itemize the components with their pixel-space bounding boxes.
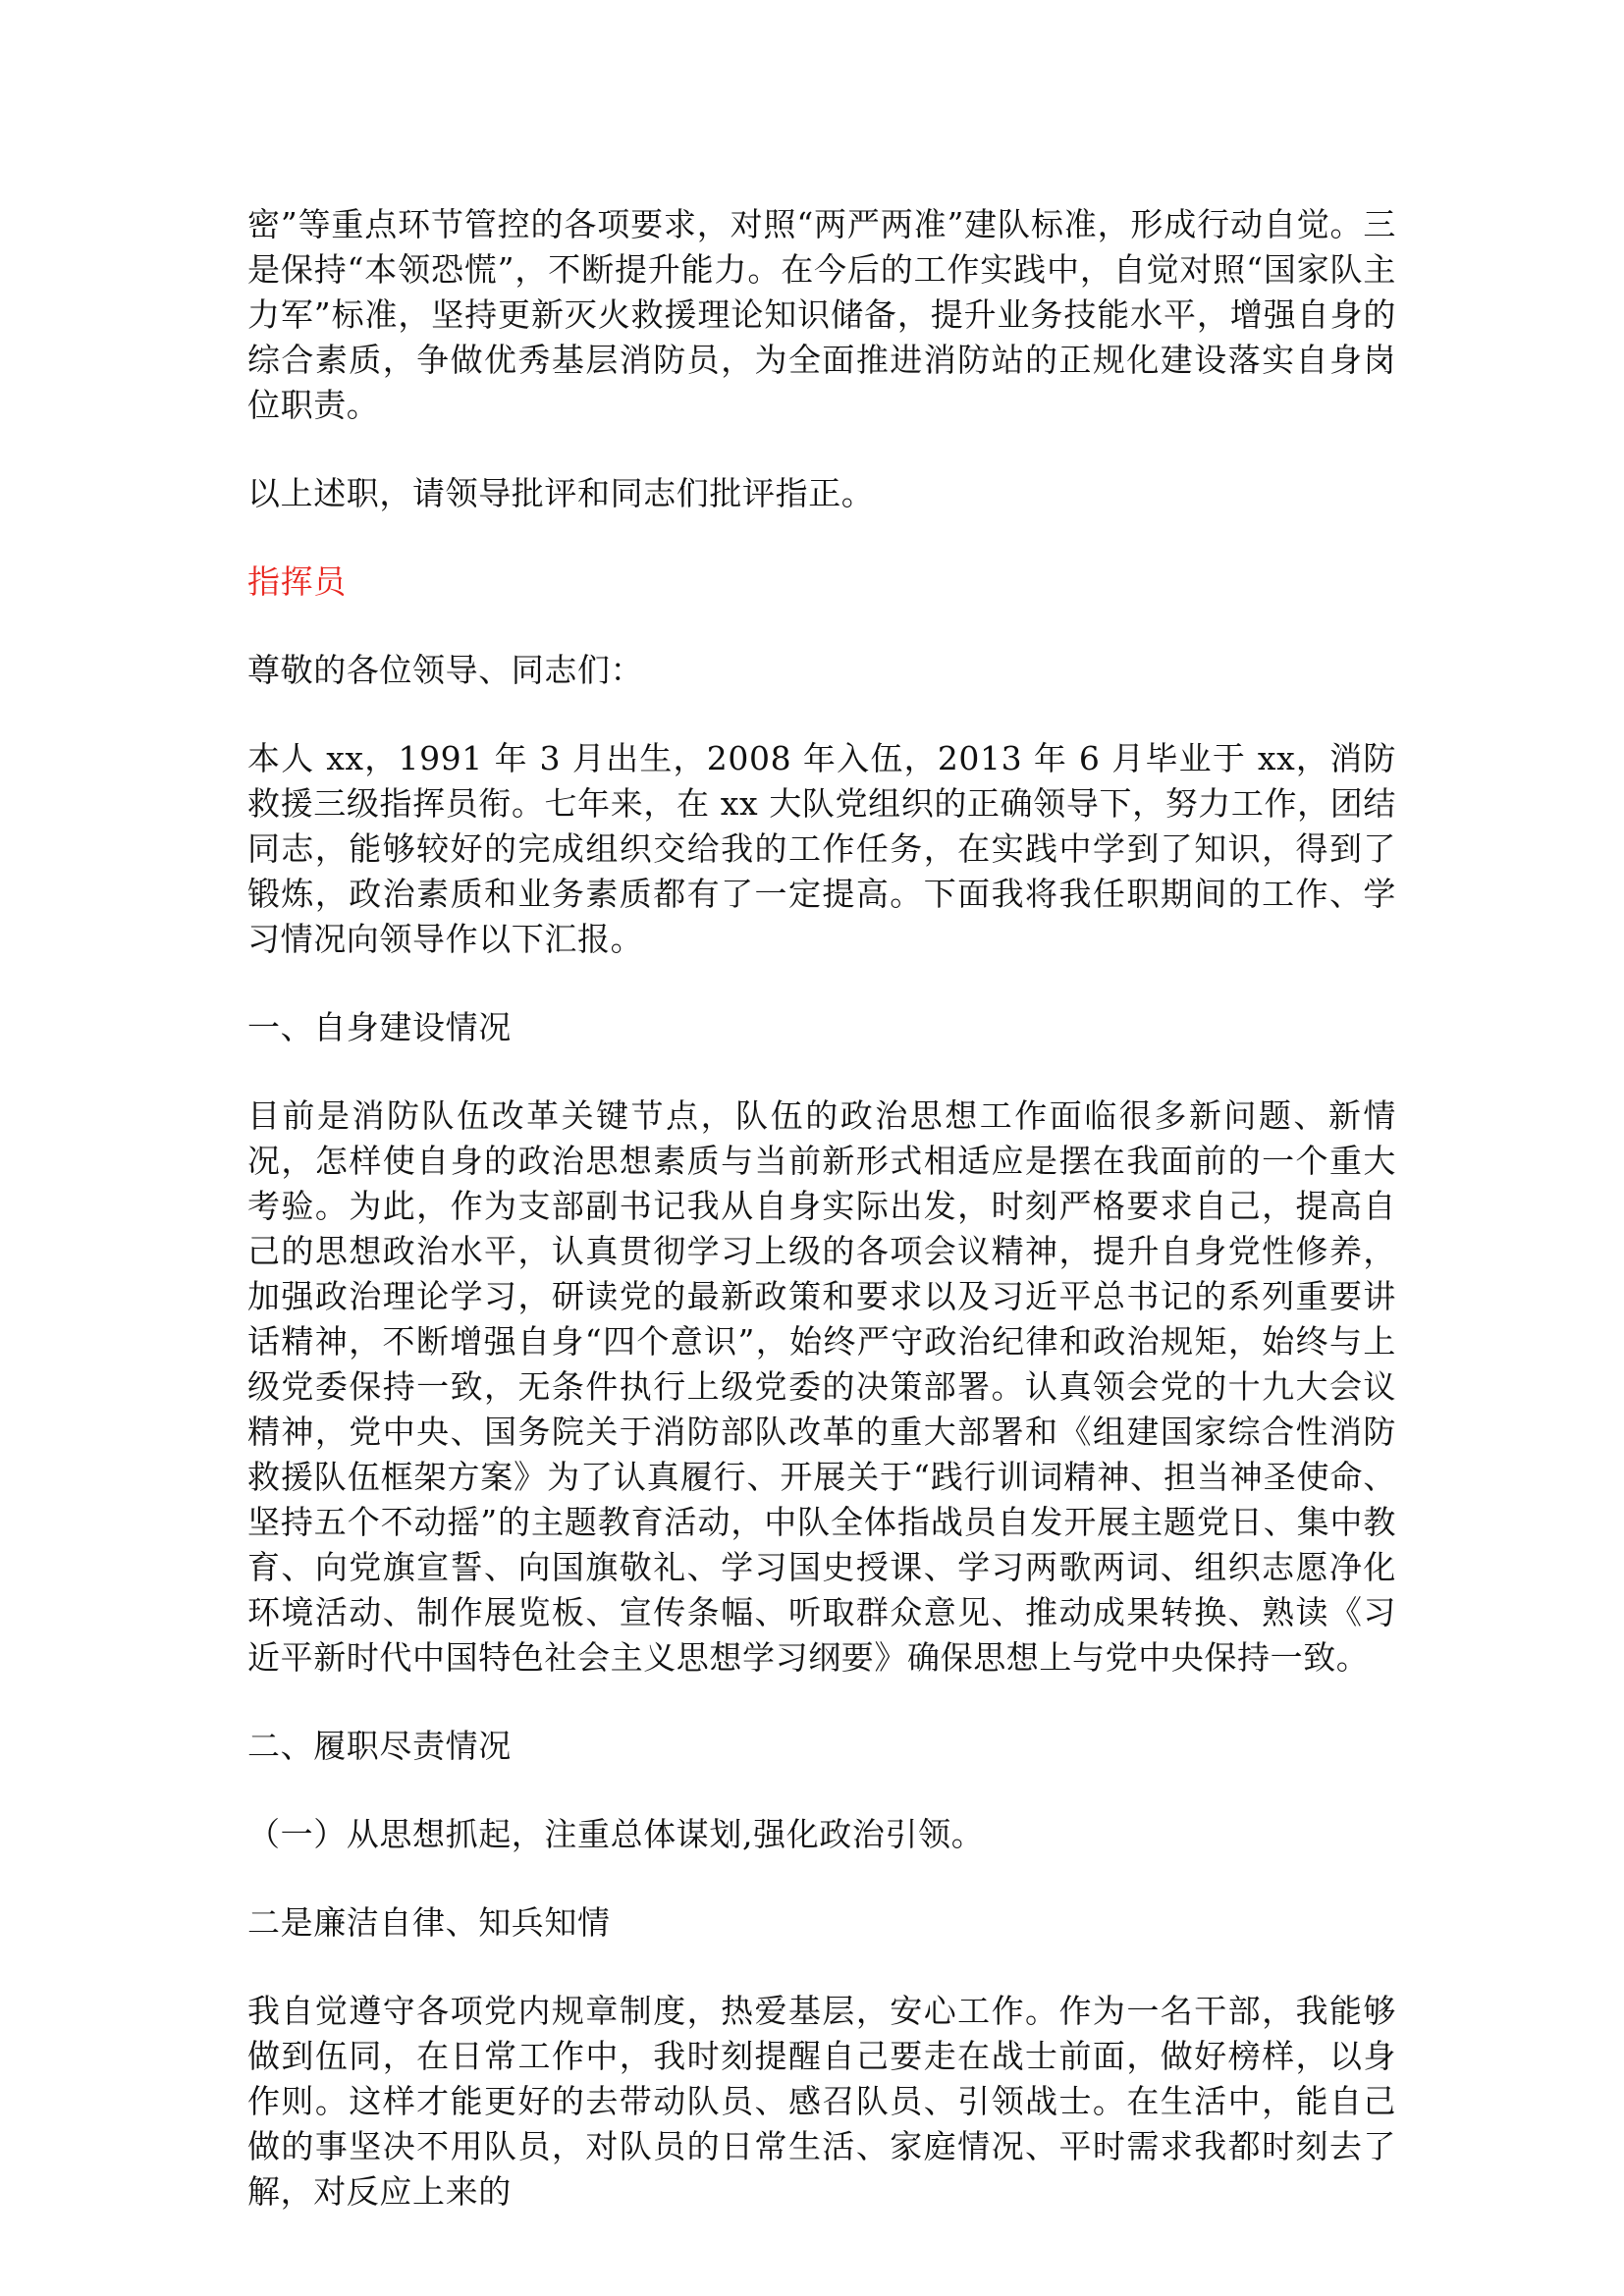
paragraph-closing-remark: 以上述职，请领导批评和同志们批评指正。 [247,474,875,512]
subheading-self-development: 一、自身建设情况 [247,1008,512,1046]
subheading-duty-performance: 二、履职尽责情况 [247,1727,512,1765]
paragraph-integrity: 我自觉遵守各项党内规章制度，热爱基层，安心工作。作为一名干部，我能够做到伍同，在日常工作中，我时刻提醒自己要走在战士前面，做好榜样，以身作则。这样才能更好的去带动队员、感召队员、引领战士。在生活中，能自己做的事坚决不用队员，对队员的日常生活、家庭情况、平时需求我都时刻去了解，对反应上来的 [247,1992,1396,2211]
section-heading-commander: 指挥员 [247,562,347,601]
subheading-ideological-guidance: （一）从思想抓起，注重总体谋划,强化政治引领。 [247,1815,985,1853]
paragraph-self-introduction: 本人 xx，1991 年 3 月出生，2008 年入伍，2013 年 6 月毕业于 xx，消防救援三级指挥员衔。七年来，在 xx 大队党组织的正确领导下，努力工作，团结同志，能够较好的完成组织交给我的工作任务，在实践中学到了知识，得到了锻炼，政治素质和业务素质都有了一定提高。下面我将我任职期间的工作、学习情况向领导作以下汇报。 [247,739,1396,958]
paragraph-salutation: 尊敬的各位领导、同志们： [247,651,644,689]
paragraph-self-development: 目前是消防队伍改革关键节点，队伍的政治思想工作面临很多新问题、新情况，怎样使自身的政治思想素质与当前新形式相适应是摆在我面前的一个重大考验。为此，作为支部副书记我从自身实际出发，时刻严格要求自己，提高自己的思想政治水平，认真贯彻学习上级的各项会议精神，提升自身党性修养，加强政治理论学习，研读党的最新政策和要求以及习近平总书记的系列重要讲话精神，不断增强自身“四个意识”，始终严守政治纪律和政治规矩，始终与上级党委保持一致，无条件执行上级党委的决策部署。认真领会党的十九大会议精神，党中央、国务院关于消防部队改革的重大部署和《组建国家综合性消防救援队伍框架方案》为了认真履行、开展关于“践行训词精神、担当神圣使命、坚持五个不动摇”的主题教育活动，中队全体指战员自发开展主题党日、集中教育、向党旗宣誓、向国旗敬礼、学习国史授课、学习两歌两词、组织志愿净化环境活动、制作展览板、宣传条幅、听取群众意见、推动成果转换、熟读《习近平新时代中国特色社会主义思想学习纲要》确保思想上与党中央保持一致。 [247,1096,1396,1677]
subheading-integrity: 二是廉洁自律、知兵知情 [247,1903,611,1942]
paragraph-responsibilities-continued: 密”等重点环节管控的各项要求，对照“两严两准”建队标准，形成行动自觉。三是保持“本领恐慌”，不断提升能力。在今后的工作实践中，自觉对照“国家队主力军”标准，坚持更新灭火救援理论知识储备，提升业务技能水平，增强自身的综合素质，争做优秀基层消防员，为全面推进消防站的正规化建设落实自身岗位职责。 [247,205,1396,424]
document-body [247,202,1396,2215]
